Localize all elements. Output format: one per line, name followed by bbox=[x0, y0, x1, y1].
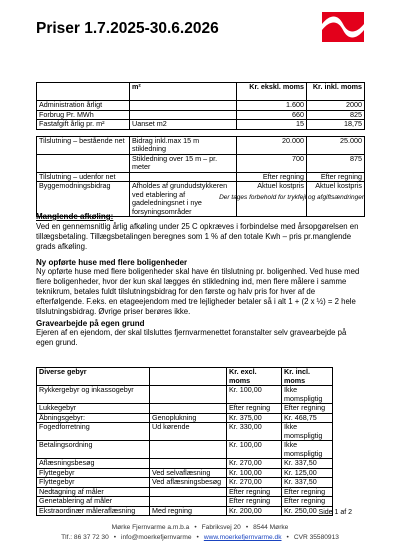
section-title-multi-unit: Ny opførte huse med flere boligenheder bbox=[36, 258, 188, 267]
table-row bbox=[37, 478, 333, 488]
footer-contact bbox=[0, 534, 400, 541]
fee-ex-vat: Kr. 100,00 bbox=[227, 441, 282, 459]
fee-ex-vat: Kr. 270,00 bbox=[227, 459, 282, 469]
fees-table bbox=[36, 367, 333, 516]
price-ex-vat: 660 bbox=[237, 110, 307, 120]
fee-ex-vat: Kr. 330,00 bbox=[227, 423, 282, 441]
fee-label: Fogedforretning bbox=[37, 423, 150, 441]
price-inc-vat: 25.000 bbox=[307, 136, 365, 154]
section-text-excavation: Ejeren af en ejendom, der skal tilsluttes fjernvarmenettet foranstalter selv gravearbejde på egen grund. bbox=[36, 328, 347, 347]
price-inc-vat: Efter regning bbox=[307, 172, 365, 182]
fee-label: Flyttegebyr bbox=[37, 478, 150, 488]
fee-inc-vat: Kr. 250,00 bbox=[282, 506, 333, 516]
table-row bbox=[37, 404, 333, 414]
table-row bbox=[37, 506, 333, 516]
price-label: Fastafgift årlig pr. m² bbox=[37, 120, 130, 130]
price-col-ex-vat: Kr. ekskl. moms bbox=[237, 83, 307, 101]
bullet-icon: • bbox=[245, 524, 249, 531]
price-basis: Bidrag inkl.max 15 m stikledning bbox=[130, 136, 237, 154]
fees-col-inc-vat: Kr. incl. moms bbox=[282, 368, 333, 386]
section-title-cooling: Manglende afkøling: bbox=[36, 212, 114, 221]
footer-street: Fabriksvej 20 bbox=[201, 524, 241, 531]
fee-ex-vat: Efter regning bbox=[227, 404, 282, 414]
footer-email: info@moerkefjernvarme bbox=[121, 534, 192, 541]
fee-ex-vat: Kr. 100,00 bbox=[227, 386, 282, 404]
page-number: Side 1 af 2 bbox=[318, 509, 352, 516]
fees-col-name: Diverse gebyr bbox=[37, 368, 150, 386]
price-ex-vat: 1.600 bbox=[237, 101, 307, 111]
price-ex-vat: 15 bbox=[237, 120, 307, 130]
fee-label: Betalingsordning bbox=[37, 441, 150, 459]
fee-label: Aflæsningsbesøg bbox=[37, 459, 150, 469]
fee-label: Genetablering af måler bbox=[37, 497, 150, 507]
fee-inc-vat: Ikke momspligtig bbox=[282, 441, 333, 459]
disclaimer-note: Der tages forbehold for trykfejl og afgiftsændringer bbox=[219, 194, 364, 201]
section-text-cooling: Ved en gennemsnitlig årlig afkøling under 25 C opkræves i forbindelse med årsopgørelsen en tillægsbetaling. Tillægsbetalingen beregnes som 1 % af den totale Kwh – pris pr.manglende grads afkøling. bbox=[36, 222, 359, 251]
price-label: Tilslutning – bestående net bbox=[37, 136, 130, 154]
fee-detail bbox=[150, 441, 227, 459]
footer-cvr: CVR 35580913 bbox=[293, 534, 339, 541]
price-label bbox=[37, 154, 130, 172]
price-ex-vat: Aktuel kostpris bbox=[237, 182, 307, 217]
price-ex-vat: 20.000 bbox=[237, 136, 307, 154]
table-row bbox=[37, 154, 365, 172]
fee-detail: Ved aflæsningsbesøg bbox=[150, 478, 227, 488]
section-text-multi-unit: Ny opførte huse med flere boligenheder skal have én tilslutning pr. boligenhed. Ved huse med flere boligenheder, hvor der kun skal lægges én stikledning ind, men flere målere i samme teknikrum, betales fuldt tilslutningsbidrag for den første og halv pris for hver af de efterfølgende. F.eks. en etageejendom med tre lejligheder betaler så i alt 1 + (2 x ½) = 2 hele tilslutningsbidrag. Øvrige priser berøres ikke. bbox=[36, 267, 360, 316]
fee-inc-vat: Efter regning bbox=[282, 497, 333, 507]
price-basis: Uanset m2 bbox=[130, 120, 237, 130]
fee-inc-vat: Ikke momspligtig bbox=[282, 423, 333, 441]
table-row bbox=[37, 423, 333, 441]
fee-detail bbox=[150, 487, 227, 497]
bullet-icon: • bbox=[194, 524, 197, 531]
footer-address bbox=[0, 524, 400, 531]
fee-inc-vat: Ikke momspligtig bbox=[282, 386, 333, 404]
price-ex-vat: 700 bbox=[237, 154, 307, 172]
bullet-icon: • bbox=[286, 534, 289, 541]
logo-icon bbox=[322, 12, 364, 42]
price-inc-vat: 825 bbox=[307, 110, 365, 120]
fees-col-ex-vat: Kr. excl. moms bbox=[227, 368, 282, 386]
section-title-excavation: Gravearbejde på egen grund bbox=[36, 319, 145, 328]
fees-col-blank bbox=[150, 368, 227, 386]
price-inc-vat: 875 bbox=[307, 154, 365, 172]
fee-ex-vat: Efter regning bbox=[227, 497, 282, 507]
fee-label: Lukkegebyr bbox=[37, 404, 150, 414]
price-basis: Stikledning over 15 m – pr. meter bbox=[130, 154, 237, 172]
fee-detail bbox=[150, 459, 227, 469]
table-spacer bbox=[37, 129, 365, 136]
fee-label: Åbningsgebyr: bbox=[37, 413, 150, 423]
fee-label: Nedtagning af måler bbox=[37, 487, 150, 497]
price-basis: Afholdes af grundudstykkeren ved etablering af gadeledningsnet i nye forsyningsområder bbox=[130, 182, 237, 217]
fees-header-row bbox=[37, 368, 333, 386]
table-row bbox=[37, 120, 365, 130]
price-inc-vat: Aktuel kostpris bbox=[307, 182, 365, 217]
fee-detail: Med regning bbox=[150, 506, 227, 516]
fee-detail bbox=[150, 404, 227, 414]
fee-detail: Ud kørende bbox=[150, 423, 227, 441]
fee-inc-vat: Efter regning bbox=[282, 487, 333, 497]
fee-ex-vat: Kr. 100,00 bbox=[227, 468, 282, 478]
price-inc-vat: 18,75 bbox=[307, 120, 365, 130]
price-inc-vat: 2000 bbox=[307, 101, 365, 111]
page-title: Priser 1.7.2025-30.6.2026 bbox=[36, 20, 219, 37]
price-ex-vat: Efter regning bbox=[237, 172, 307, 182]
fee-ex-vat: Kr. 200,00 bbox=[227, 506, 282, 516]
table-row bbox=[37, 441, 333, 459]
footer-company: Mørke Fjernvarme a.m.b.a bbox=[111, 524, 190, 531]
table-row bbox=[37, 101, 365, 111]
price-label: Tilslutning – udenfor net bbox=[37, 172, 130, 182]
footer-phone: Tlf.: 86 37 72 30 bbox=[61, 534, 109, 541]
price-basis bbox=[130, 101, 237, 111]
fee-detail bbox=[150, 497, 227, 507]
fee-label: Ekstraordinær måleraflæsning bbox=[37, 506, 150, 516]
price-header-row bbox=[37, 83, 365, 101]
price-label: Administration årligt bbox=[37, 101, 130, 111]
fee-inc-vat: Kr. 337,50 bbox=[282, 478, 333, 488]
fee-detail bbox=[150, 386, 227, 404]
footer-website-link[interactable]: www.moerkefjernvarme.dk bbox=[203, 534, 282, 541]
table-row bbox=[37, 459, 333, 469]
fee-inc-vat: Kr. 337,50 bbox=[282, 459, 333, 469]
price-col-inc-vat: Kr. inkl. moms bbox=[307, 83, 365, 101]
fee-inc-vat: Kr. 125,00 bbox=[282, 468, 333, 478]
table-row bbox=[37, 386, 333, 404]
price-col-blank bbox=[37, 83, 130, 101]
footer-city: 8544 Mørke bbox=[253, 524, 289, 531]
table-row bbox=[37, 497, 333, 507]
table-row bbox=[37, 136, 365, 154]
fee-detail: Genoplukning bbox=[150, 413, 227, 423]
fee-ex-vat: Kr. 270,00 bbox=[227, 478, 282, 488]
fee-label: Rykkergebyr og inkassogebyr bbox=[37, 386, 150, 404]
price-label: Forbrug Pr. MWh bbox=[37, 110, 130, 120]
fee-ex-vat: Kr. 375,00 bbox=[227, 413, 282, 423]
fee-detail: Ved selvaflæsning bbox=[150, 468, 227, 478]
fee-ex-vat: Efter regning bbox=[227, 487, 282, 497]
bullet-icon: • bbox=[196, 534, 199, 541]
price-col-m2: m² bbox=[130, 83, 237, 101]
fee-inc-vat: Kr. 468,75 bbox=[282, 413, 333, 423]
price-label: Byggemodningsbidrag bbox=[37, 182, 130, 217]
fee-label: Flyttegebyr bbox=[37, 468, 150, 478]
bullet-icon: • bbox=[113, 534, 117, 541]
fee-inc-vat: Efter regning bbox=[282, 404, 333, 414]
